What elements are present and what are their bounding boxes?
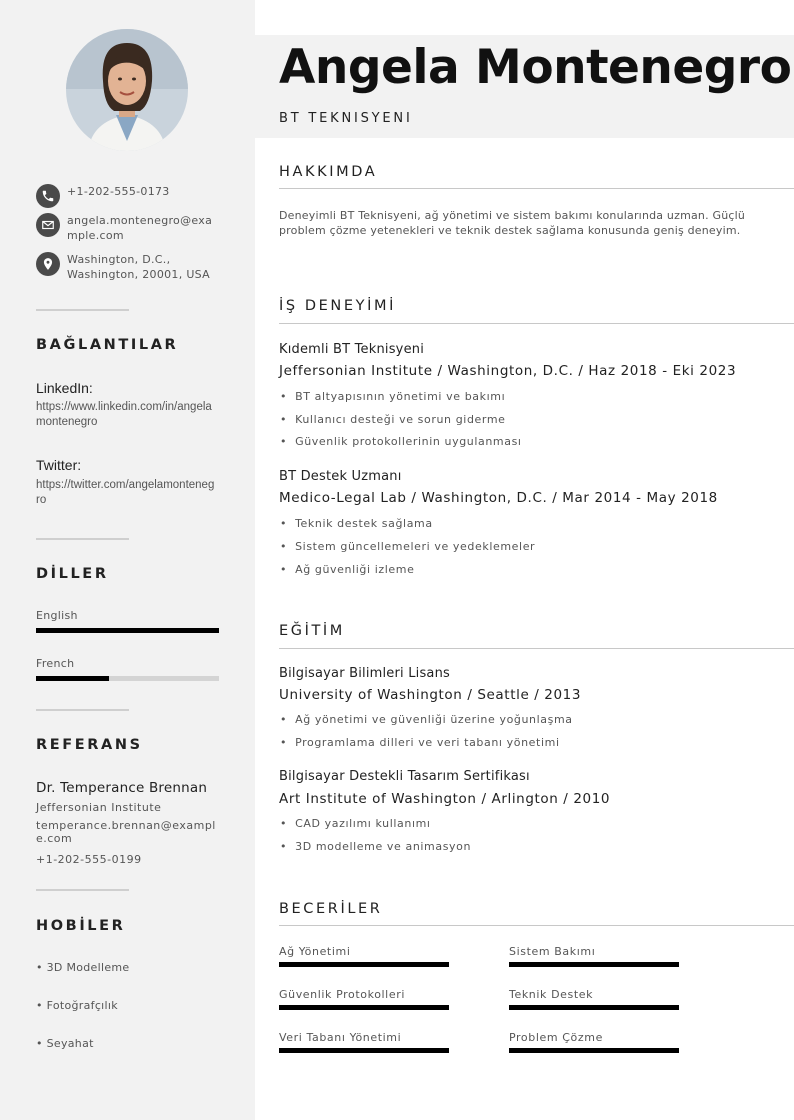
links-heading: BAĞLANTILAR [36, 337, 179, 353]
sidebar-divider [36, 538, 129, 540]
experience-heading: İŞ DENEYİMİ [279, 298, 396, 314]
job-title: BT TEKNISYENI [279, 111, 413, 126]
address-text: Washington, D.C., Washington, 20001, USA [67, 253, 210, 281]
contact-address [36, 252, 217, 282]
skill-name: Güvenlik Protokolleri [279, 988, 405, 1001]
section-divider [279, 188, 794, 189]
job-bullet: • Teknik destek sağlama [280, 517, 433, 530]
job-bullet: • BT altyapısının yönetimi ve bakımı [280, 390, 505, 403]
skill-level-bar [509, 962, 679, 967]
job-title-item: BT Destek Uzmanı [279, 469, 402, 484]
section-divider [279, 323, 794, 324]
education-details: Art Institute of Washington / Arlington / 2010 [279, 791, 611, 807]
linkedin-label: LinkedIn: [36, 380, 93, 396]
education-details: University of Washington / Seattle / 2013 [279, 687, 582, 703]
skills-heading: BECERİLER [279, 901, 383, 917]
job-details: Medico-Legal Lab / Washington, D.C. / Mar 2014 - May 2018 [279, 490, 718, 506]
contact-phone [36, 184, 217, 208]
language-level-bar [36, 628, 219, 633]
hobby-item: • Seyahat [36, 1037, 94, 1050]
linkedin-url[interactable]: https://www.linkedin.com/in/angelamontenegro [36, 401, 212, 428]
reference-email[interactable]: temperance.brennan@example.com [36, 819, 216, 845]
contact-email [36, 213, 217, 243]
sidebar-divider [36, 709, 129, 711]
skill-level-fill [279, 962, 449, 967]
hobbies-heading: HOBİLER [36, 918, 126, 934]
email-text[interactable]: angela.montenegro@example.com [67, 214, 213, 242]
skill-level-fill [509, 962, 679, 967]
section-divider [279, 648, 794, 649]
sidebar-divider [36, 889, 129, 891]
skill-level-fill [279, 1048, 449, 1053]
skill-name: Sistem Bakımı [509, 945, 596, 958]
skill-level-bar [279, 1048, 449, 1053]
skill-level-bar [509, 1048, 679, 1053]
education-title: Bilgisayar Bilimleri Lisans [279, 666, 451, 681]
location-pin-icon [36, 252, 60, 276]
language-level-fill [36, 628, 219, 633]
profile-photo [66, 29, 188, 151]
skill-name: Veri Tabanı Yönetimi [279, 1031, 402, 1044]
skill-level-bar [279, 962, 449, 967]
sidebar-divider [36, 309, 129, 311]
education-heading: EĞİTİM [279, 623, 345, 639]
about-text: Deneyimli BT Teknisyeni, ağ yönetimi ve sistem bakımı konularında uzman. Güçlü problem çözme yetenekleri ve teknik destek sağlama konusunda geniş deneyim. [279, 209, 746, 237]
sidebar [0, 0, 255, 1120]
languages-heading: DİLLER [36, 566, 109, 582]
twitter-url[interactable]: https://twitter.com/angelamontenegro [36, 479, 215, 506]
reference-name: Dr. Temperance Brennan [36, 780, 208, 796]
section-divider [279, 925, 794, 926]
language-level-bar [36, 676, 219, 681]
job-bullet: • Sistem güncellemeleri ve yedeklemeler [280, 540, 535, 553]
skill-name: Problem Çözme [509, 1031, 603, 1044]
hobby-item: • 3D Modelleme [36, 961, 130, 974]
reference-org: Jeffersonian Institute [36, 801, 162, 814]
job-title-item: Kıdemli BT Teknisyeni [279, 342, 425, 357]
skill-level-fill [509, 1048, 679, 1053]
education-bullet: • Programlama dilleri ve veri tabanı yönetimi [280, 736, 560, 749]
education-bullet: • Ağ yönetimi ve güvenliği üzerine yoğunlaşma [280, 713, 573, 726]
twitter-label: Twitter: [36, 457, 82, 473]
hobby-item: • Fotoğrafçılık [36, 999, 118, 1012]
skill-level-fill [509, 1005, 679, 1010]
skill-level-bar [509, 1005, 679, 1010]
skill-level-bar [279, 1005, 449, 1010]
job-bullet: • Kullanıcı desteği ve sorun giderme [280, 413, 506, 426]
reference-heading: REFERANS [36, 737, 143, 753]
phone-icon [36, 184, 60, 208]
education-bullet: • CAD yazılımı kullanımı [280, 817, 431, 830]
job-bullet: • Güvenlik protokollerinin uygulanması [280, 435, 522, 448]
phone-text: +1-202-555-0173 [67, 185, 170, 198]
job-details: Jeffersonian Institute / Washington, D.C. / Haz 2018 - Eki 2023 [279, 363, 737, 379]
skill-level-fill [279, 1005, 449, 1010]
about-heading: HAKKIMDA [279, 164, 378, 180]
education-bullet: • 3D modelleme ve animasyon [280, 840, 471, 853]
job-bullet: • Ağ güvenliği izleme [280, 563, 415, 576]
language-name: English [36, 609, 78, 622]
envelope-icon [36, 213, 60, 237]
skill-name: Ağ Yönetimi [279, 945, 351, 958]
language-level-fill [36, 676, 109, 681]
language-name: French [36, 657, 75, 670]
reference-phone: +1-202-555-0199 [36, 853, 142, 866]
skill-name: Teknik Destek [509, 988, 594, 1001]
education-title: Bilgisayar Destekli Tasarım Sertifikası [279, 769, 530, 784]
candidate-name: Angela Montenegro [279, 40, 792, 95]
